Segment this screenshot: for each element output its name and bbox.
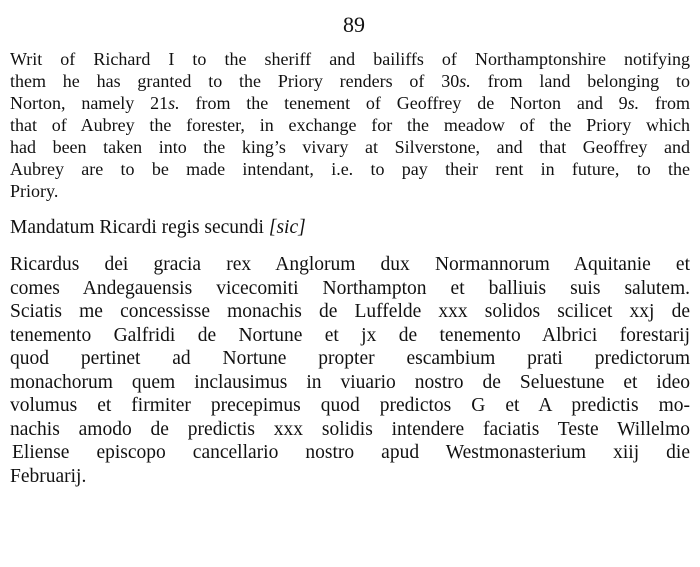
- charter-line: tenemento Galfridi de Nortune et jx de tenemento Albrici forestarij: [10, 324, 690, 346]
- charter-line: volumus et firmiter precepimus quod predictos G et A predictis mo-: [10, 395, 690, 416]
- summary-line: Priory.: [10, 181, 59, 201]
- charter-line: comes Andegauensis vicecomiti Northampton et balliuis suis salutem.: [10, 277, 690, 299]
- summary-line: them he has granted to the Priory renders of 30s. from land belonging to: [10, 71, 690, 91]
- document-page: [10, 12, 690, 488]
- sic-note: [sic]: [268, 217, 306, 238]
- charter-line: Sciatis me concessisse monachis de Luffelde xxx solidos scilicet xxj de: [10, 301, 690, 322]
- summary-line: Norton, namely 21s. from the tenement of Geoffrey de Norton and 9s. from: [10, 93, 690, 113]
- charter-line: quod pertinet ad Nortune propter escambium prati predictorum: [10, 348, 690, 369]
- summary-line: that of Aubrey the forester, in exchange for the meadow of the Priory which: [10, 115, 690, 135]
- page-number: 89: [343, 12, 365, 37]
- heading-text: Mandatum Ricardi regis secundi: [10, 217, 264, 238]
- charter-heading: [10, 216, 690, 240]
- charter-line: Februarij.: [10, 465, 87, 487]
- summary-line: Aubrey are to be made intendant, i.e. to pay their rent in future, to the: [10, 159, 690, 179]
- latin-charter: [10, 253, 690, 488]
- charter-line: Eliense episcopo cancellario nostro apud Westmonasterium xiij die: [12, 442, 690, 463]
- charter-line: Ricardus dei gracia rex Anglorum dux Normannorum Aquitanie et: [10, 254, 690, 275]
- charter-line: nachis amodo de predictis xxx solidis intendere faciatis Teste Willelmo: [10, 418, 690, 440]
- english-summary: [10, 48, 690, 202]
- charter-line: monachorum quem inclausimus in viuario nostro de Seluestune et ideo: [10, 371, 690, 393]
- summary-line: had been taken into the king’s vivary at Silverstone, and that Geoffrey and: [10, 137, 690, 157]
- summary-line: Writ of Richard I to the sheriff and bailiffs of Northamptonshire notifying: [10, 49, 690, 69]
